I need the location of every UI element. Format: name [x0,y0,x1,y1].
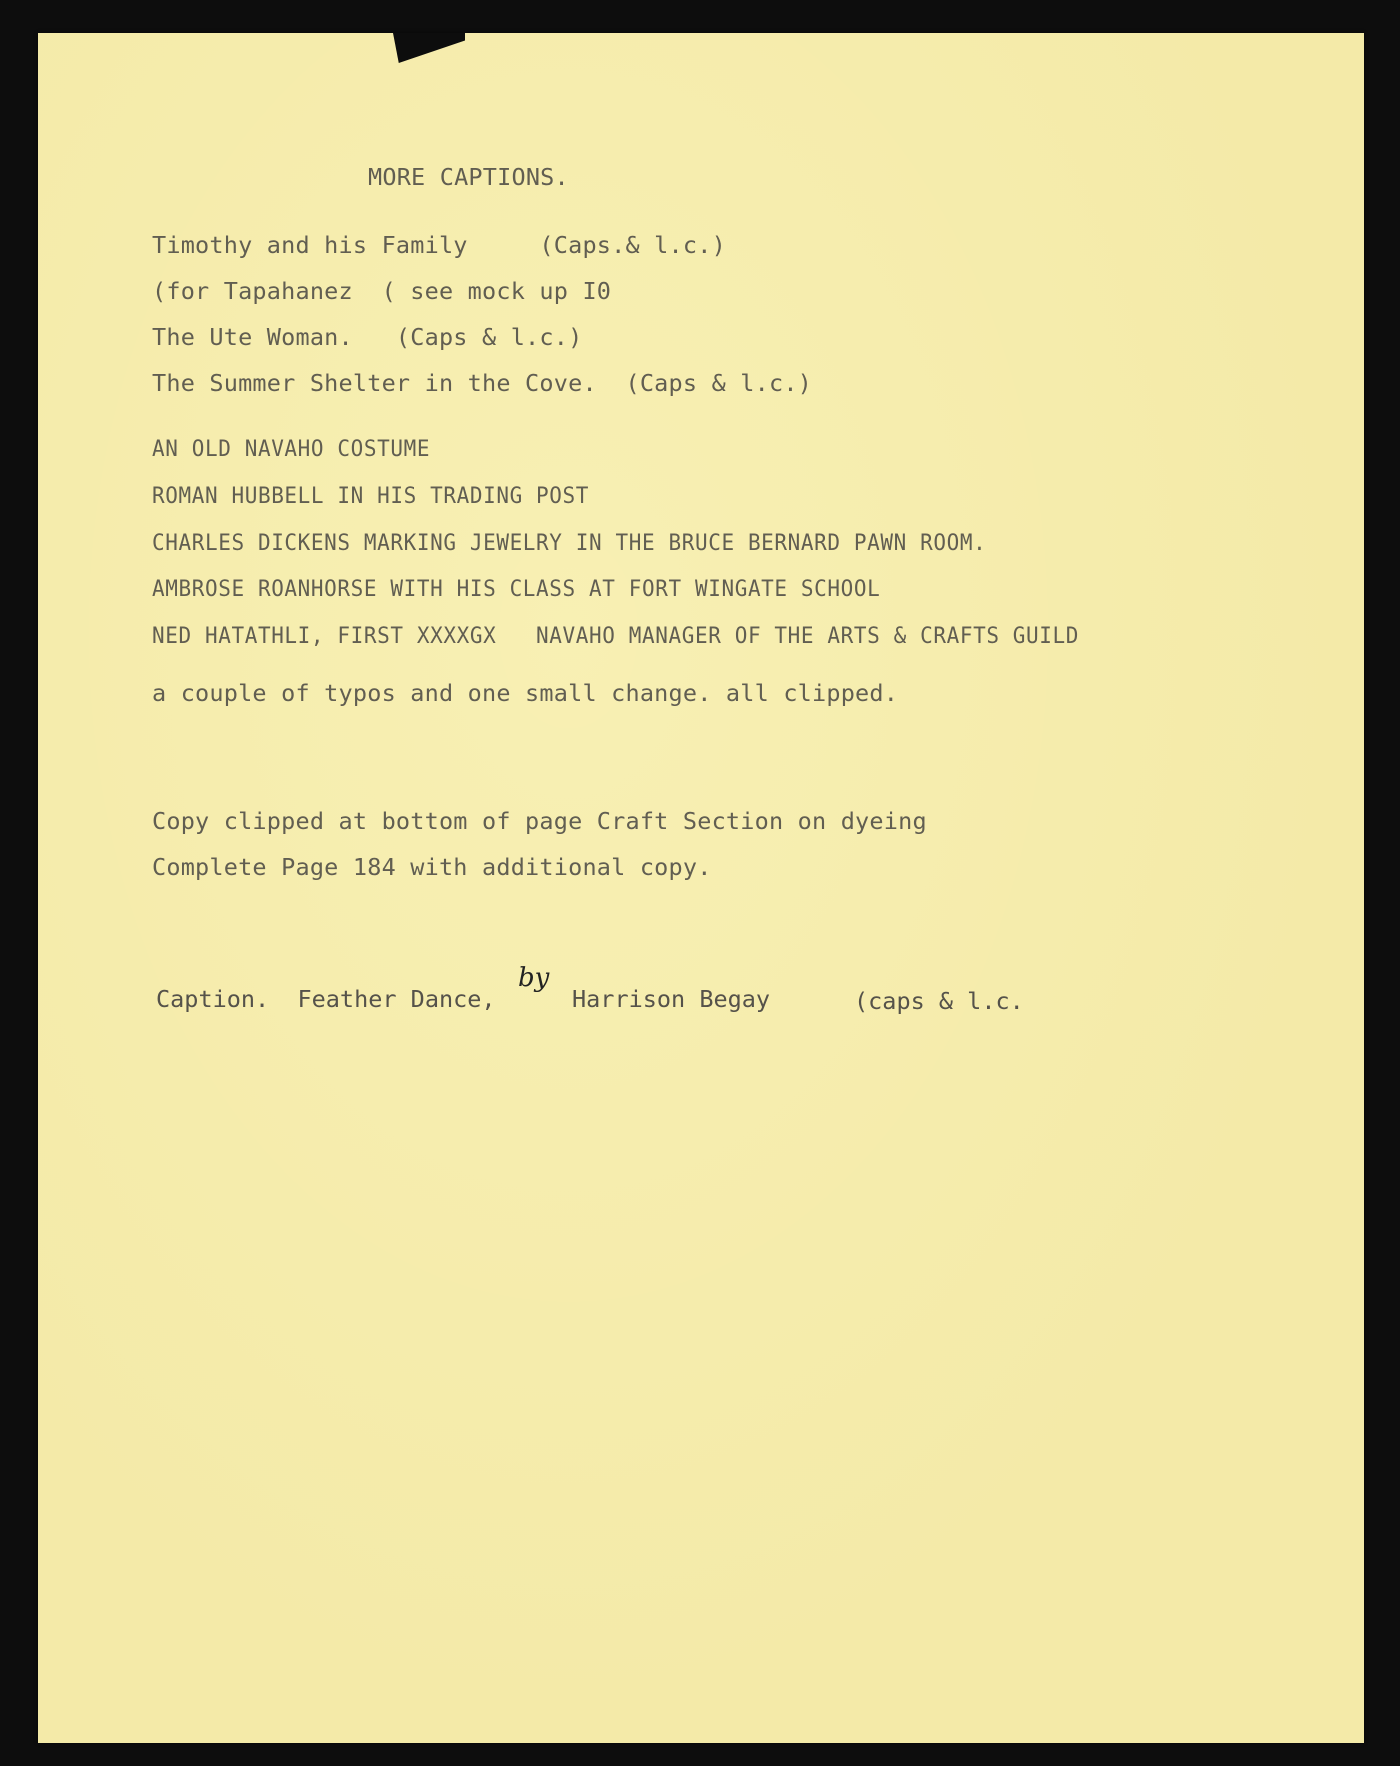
page-heading: MORE CAPTIONS. [368,163,569,191]
final-caption-prefix: Caption. Feather Dance, [156,985,496,1013]
final-caption-style-row [838,969,1024,1033]
caption-upper-line: CHARLES DICKENS MARKING JEWELRY IN THE BRUCE BERNARD PAWN ROOM. [152,530,987,556]
caption-line: The Ute Woman. (Caps & l.c.) [152,323,583,351]
copy-note: Copy clipped at bottom of page Craft Section on dyeing [152,807,927,835]
final-caption [140,967,496,1031]
editor-note: a couple of typos and one small change. all clipped. [152,679,899,707]
document-page [38,33,1364,1743]
caption-upper-line: ROMAN HUBBELL IN HIS TRADING POST [152,483,590,509]
final-caption-artist-row [556,967,770,1031]
final-caption-artist: Harrison Begay [572,985,771,1013]
caption-upper-line: NED HATATHLI, FIRST XXXXGX NAVAHO MANAGER OF THE ARTS & CRAFTS GUILD [152,623,1080,649]
copy-note: Complete Page 184 with additional copy. [152,853,712,881]
handwritten-by: by [518,963,550,993]
caption-upper-line: AN OLD NAVAHO COSTUME [152,436,431,462]
caption-line: (for Tapahanez ( see mock up I0 [152,277,612,305]
caption-line: Timothy and his Family (Caps.& l.c.) [152,231,726,259]
caption-upper-line: AMBROSE ROANHORSE WITH HIS CLASS AT FORT WINGATE SCHOOL [152,576,881,602]
final-caption-style: (caps & l.c. [854,987,1024,1015]
caption-line: The Summer Shelter in the Cove. (Caps & l.c.) [152,369,813,397]
torn-notch [393,33,465,63]
